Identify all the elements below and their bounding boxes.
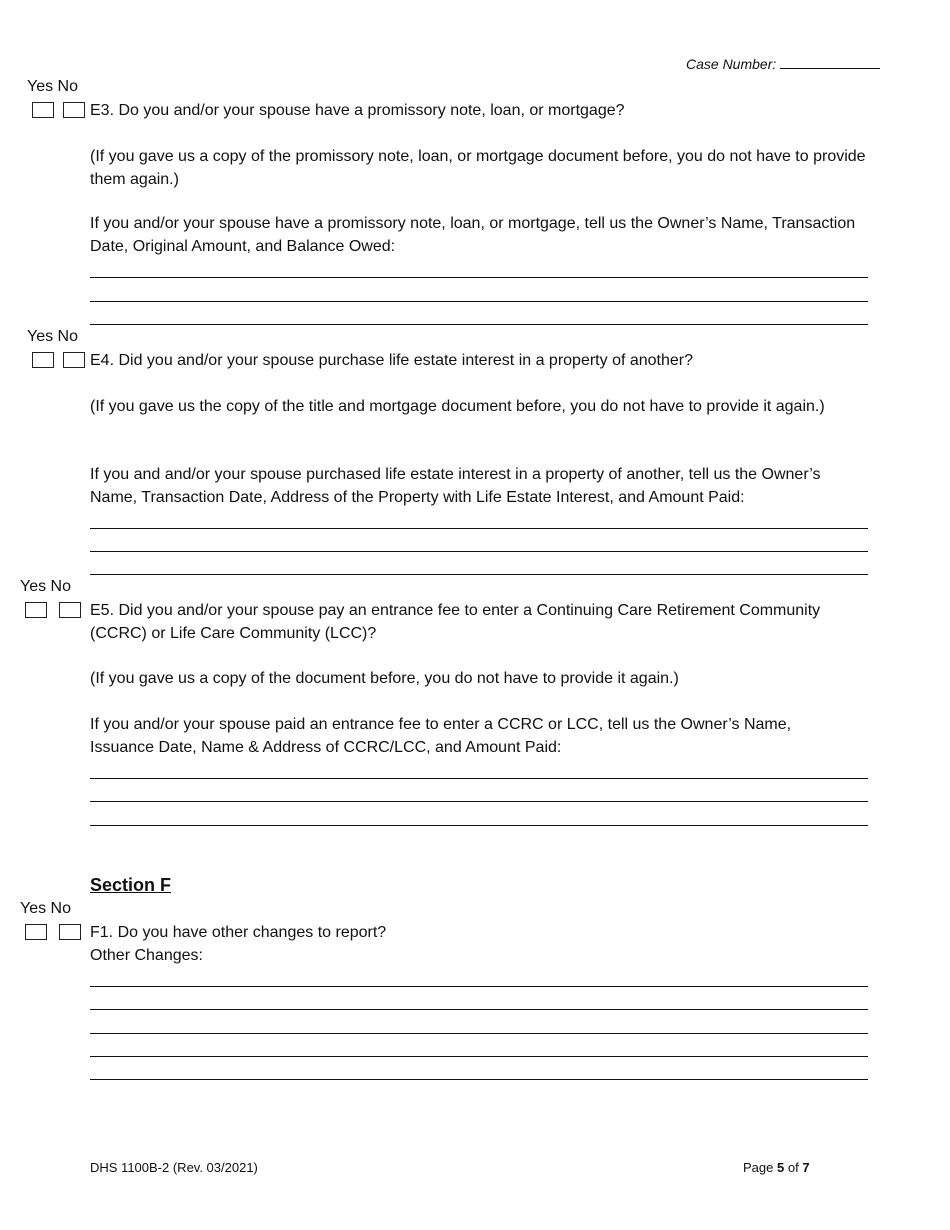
e5-no-checkbox[interactable]	[59, 602, 81, 618]
f1-answer-line[interactable]	[90, 1079, 868, 1080]
f1-yes-checkbox[interactable]	[25, 924, 47, 940]
e5-yes-checkbox[interactable]	[25, 602, 47, 618]
page-current: 5	[777, 1160, 785, 1175]
e4-yes-checkbox[interactable]	[32, 352, 54, 368]
page-prefix: Page	[743, 1160, 774, 1175]
page-total: 7	[802, 1160, 810, 1175]
e4-instruction: If you and and/or your spouse purchased life estate interest in a property of another, tell us the Owner’s Name, Transaction Date, Address of the Property with Life Estate Interest, and Amount Paid:	[90, 466, 821, 506]
f1-answer-line[interactable]	[90, 1033, 868, 1034]
f1-question: F1. Do you have other changes to report?	[90, 924, 387, 941]
f1-answer-line[interactable]	[90, 986, 868, 987]
case-number-input[interactable]	[780, 56, 880, 69]
e5-answer-line[interactable]	[90, 778, 868, 779]
e4-answer-line[interactable]	[90, 574, 868, 575]
e3-yes-no-label: Yes No	[27, 78, 78, 95]
e5-question: E5. Did you and/or your spouse pay an entrance fee to enter a Continuing Care Retirement Community (CCRC) or Life Care Community (LCC)?	[90, 602, 821, 642]
case-number-label: Case Number:	[686, 56, 777, 72]
e4-yes-no-label: Yes No	[27, 328, 78, 345]
e4-answer-line[interactable]	[90, 528, 868, 529]
f1-answer-line[interactable]	[90, 1009, 868, 1010]
e5-yes-no-label: Yes No	[20, 578, 71, 595]
e5-answer-line[interactable]	[90, 825, 868, 826]
page-number	[743, 1160, 810, 1175]
e3-answer-line[interactable]	[90, 277, 868, 278]
e5-answer-line[interactable]	[90, 801, 868, 802]
f1-other-changes-label: Other Changes:	[90, 947, 203, 964]
e4-note: (If you gave us the copy of the title and mortgage document before, you do not have to provide it again.)	[90, 398, 825, 415]
f1-yes-no-label: Yes No	[20, 900, 71, 917]
e3-answer-line[interactable]	[90, 324, 868, 325]
e4-question: E4. Did you and/or your spouse purchase life estate interest in a property of another?	[90, 352, 694, 369]
e3-yes-checkbox[interactable]	[32, 102, 54, 118]
e5-note: (If you gave us a copy of the document before, you do not have to provide it again.)	[90, 670, 679, 687]
f1-answer-line[interactable]	[90, 1056, 868, 1057]
page-of: of	[787, 1160, 799, 1175]
e3-no-checkbox[interactable]	[63, 102, 85, 118]
case-number-field	[686, 56, 880, 72]
e4-no-checkbox[interactable]	[63, 352, 85, 368]
e4-answer-line[interactable]	[90, 551, 868, 552]
form-id: DHS 1100B-2 (Rev. 03/2021)	[90, 1160, 258, 1175]
section-f-heading: Section F	[90, 875, 172, 895]
e5-instruction: If you and/or your spouse paid an entrance fee to enter a CCRC or LCC, tell us the Owner’s Name, Issuance Date, Name & Address of CCRC/LCC, and Amount Paid:	[90, 716, 792, 756]
e3-question: E3. Do you and/or your spouse have a promissory note, loan, or mortgage?	[90, 102, 625, 119]
e3-note: (If you gave us a copy of the promissory note, loan, or mortgage document before, you do not have to provide them again.)	[90, 148, 866, 188]
f1-no-checkbox[interactable]	[59, 924, 81, 940]
e3-answer-line[interactable]	[90, 301, 868, 302]
e3-instruction: If you and/or your spouse have a promissory note, loan, or mortgage, tell us the Owner’s Name, Transaction Date, Original Amount, and Balance Owed:	[90, 215, 856, 255]
